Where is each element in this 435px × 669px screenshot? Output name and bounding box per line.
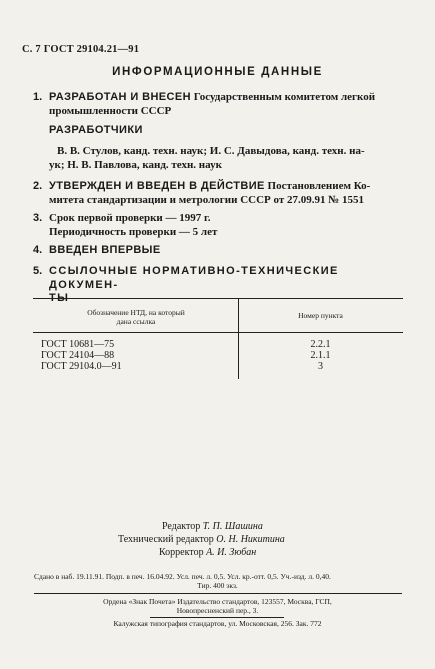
- section-5-heading-line2: ТЫ: [49, 292, 70, 304]
- developers-list: [49, 145, 405, 172]
- table-row-1-doc: ГОСТ 10681—75: [41, 339, 115, 350]
- imprint-line4: Новопресненский пер., 3.: [176, 606, 259, 615]
- credit-editor: [0, 520, 435, 533]
- imprint-line5: Калужская типография стандартов, ул. Московская, 256. Зак. 772: [113, 619, 322, 628]
- table-row-1-clause: 2.2.1: [310, 339, 331, 350]
- table-header-document-line2: дана ссылка: [116, 317, 156, 326]
- table-header-document: [47, 308, 225, 326]
- credit-tech-editor-name: О. Н. Никитина: [216, 534, 285, 545]
- reference-table: [33, 298, 403, 379]
- table-header-rule: [33, 332, 403, 333]
- table-row-2-clause: 2.1.1: [310, 350, 331, 361]
- credit-editor-role: Редактор: [162, 521, 201, 532]
- imprint-line1: Сдано в наб. 19.11.91. Подп. в печ. 16.04.92. Усл. печ. л. 0,5. Усл. кр.-отт. 0,5. Уч.-изд. л. 0,40.: [34, 572, 331, 581]
- section-2: [33, 180, 405, 207]
- credit-editor-name: Т. П. Шашина: [202, 521, 263, 532]
- page-header: С. 7 ГОСТ 29104.21—91: [22, 44, 140, 55]
- section-1-number: 1.: [33, 91, 43, 103]
- section-2-number: 2.: [33, 180, 43, 192]
- section-5-heading-line1: ССЫЛОЧНЫЕ НОРМАТИВНО-ТЕХНИЧЕСКИЕ ДОКУМЕН-: [49, 265, 339, 291]
- section-1-heading: РАЗРАБОТАН И ВНЕСЕН: [49, 91, 191, 103]
- credits-block: [0, 520, 435, 559]
- imprint-short-divider: [150, 617, 284, 618]
- table-row-3-doc: ГОСТ 29104.0—91: [41, 361, 122, 372]
- section-5-number: 5.: [33, 265, 43, 277]
- section-3: [33, 212, 405, 239]
- imprint-line3: Ордена «Знак Почета» Издательство стандартов, 123557, Москва, ГСП,: [103, 597, 332, 606]
- section-3-line2: Периодичность проверки — 5 лет: [49, 225, 218, 238]
- section-3-number: 3.: [33, 212, 43, 224]
- table-row-2-doc: ГОСТ 24104—88: [41, 350, 115, 361]
- credit-corrector: [0, 546, 435, 559]
- credit-tech-editor: [0, 533, 435, 546]
- section-4-heading: ВВЕДЕН ВПЕРВЫЕ: [49, 244, 161, 256]
- section-2-text-line1: Постановлением Ко-: [267, 180, 371, 192]
- section-3-line1: Срок первой проверки — 1997 г.: [49, 212, 211, 224]
- imprint-divider: [34, 593, 402, 594]
- section-1-text-line1: Государственным комитетом легкой: [193, 91, 376, 103]
- developers-heading: РАЗРАБОТЧИКИ: [49, 124, 143, 136]
- section-2-text-line2: митета стандартизации и метрологии СССР от 27.09.91 № 1551: [49, 193, 365, 206]
- developers-line1: В. В. Стулов, канд. техн. наук; И. С. Давыдова, канд. техн. на-: [57, 145, 365, 157]
- credit-corrector-role: Корректор: [159, 547, 204, 558]
- section-2-heading: УТВЕРЖДЕН И ВВЕДЕН В ДЕЙСТВИЕ: [49, 180, 265, 192]
- section-1-text-line2: промышленности СССР: [49, 104, 172, 117]
- table-header-clause: Номер пункта: [298, 311, 343, 320]
- credit-corrector-name: А. И. Зюбан: [206, 547, 257, 558]
- credit-tech-editor-role: Технический редактор: [118, 534, 214, 545]
- table-header-document-line1: Обозначение НТД, на который: [87, 308, 185, 317]
- section-4-number: 4.: [33, 244, 43, 256]
- section-4: [33, 244, 405, 258]
- page-title: ИНФОРМАЦИОННЫЕ ДАННЫЕ: [112, 66, 323, 78]
- developers-line2: ук; Н. В. Павлова, канд. техн. наук: [49, 158, 222, 171]
- section-1: [33, 91, 405, 118]
- table-row-3-clause: 3: [318, 361, 323, 372]
- imprint-line2: Тир. 400 экз.: [197, 581, 238, 590]
